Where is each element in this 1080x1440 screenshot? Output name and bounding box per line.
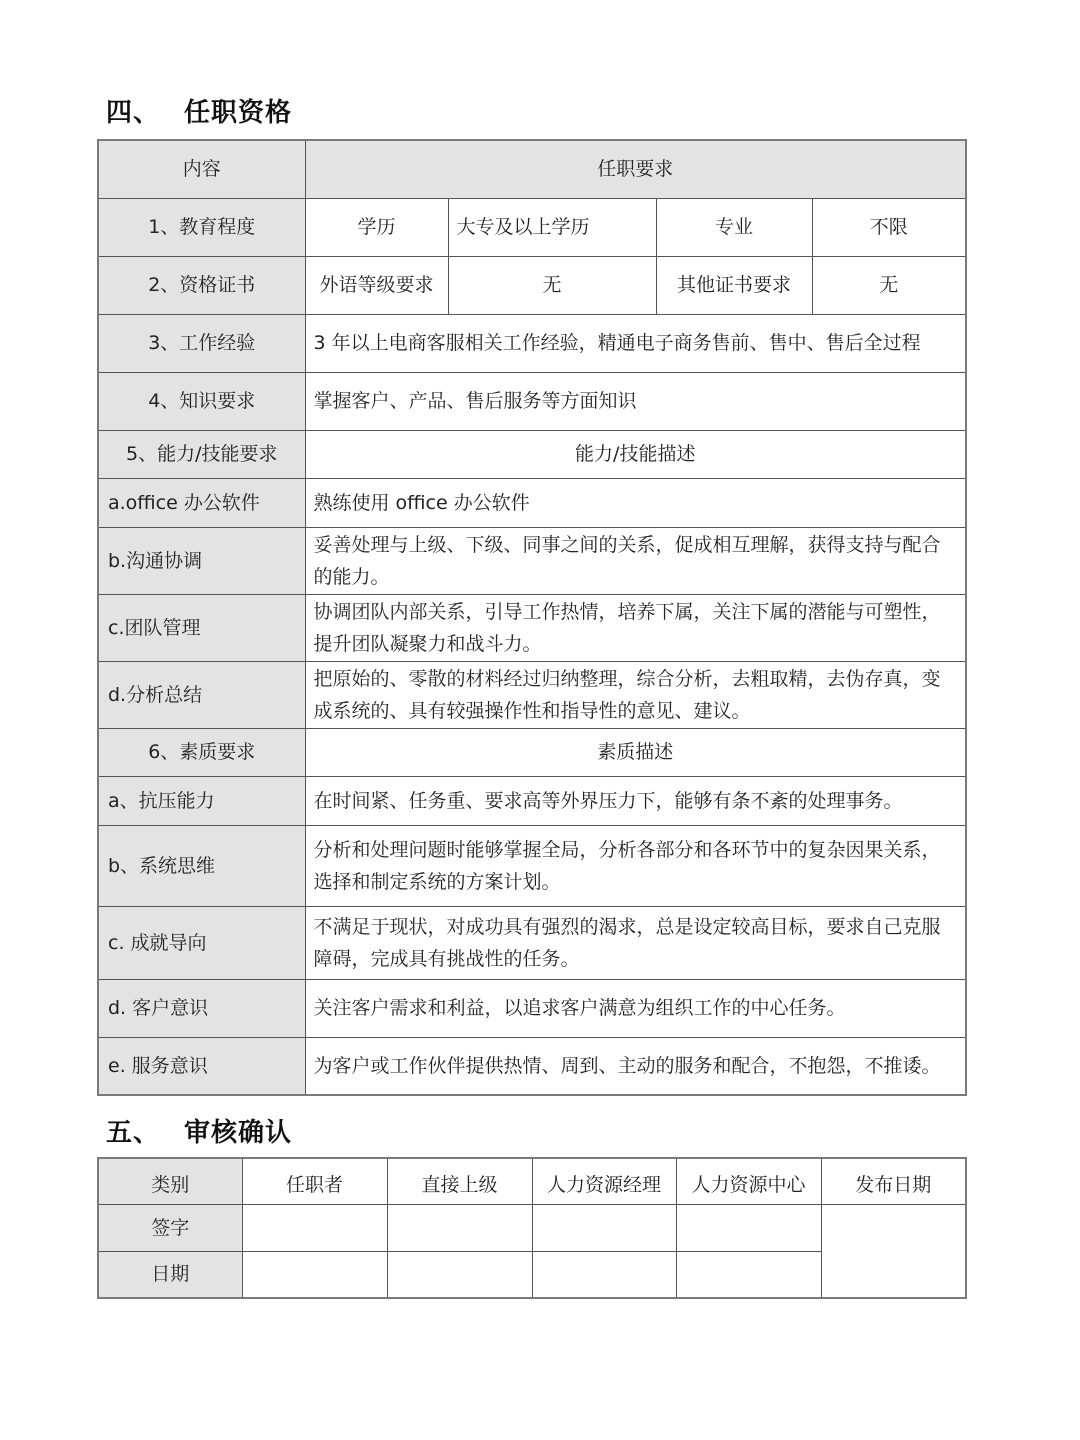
certificate-value-2: 无 xyxy=(812,256,966,314)
education-value-2: 不限 xyxy=(812,198,966,256)
signature-supervisor-cell[interactable] xyxy=(387,1204,532,1251)
column-hr-center: 人力资源中心 xyxy=(676,1158,821,1204)
date-holder-cell[interactable] xyxy=(242,1251,387,1298)
quality-name: c. 成就导向 xyxy=(98,906,305,979)
skill-row xyxy=(98,527,966,594)
quality-row xyxy=(98,906,966,979)
education-label: 1、教育程度 xyxy=(98,198,305,256)
experience-value: 3 年以上电商客服相关工作经验，精通电子商务售前、售中、售后全过程 xyxy=(305,314,966,372)
skill-row xyxy=(98,478,966,527)
section-4-number: 四、 xyxy=(106,98,161,128)
quality-name: a、抗压能力 xyxy=(98,776,305,825)
quality-label: 6、素质要求 xyxy=(98,728,305,776)
review-header-row xyxy=(98,1158,966,1204)
column-release-date: 发布日期 xyxy=(821,1158,966,1204)
experience-row xyxy=(98,314,966,372)
knowledge-value: 掌握客户、产品、售后服务等方面知识 xyxy=(305,372,966,430)
skill-name: a.office 办公软件 xyxy=(98,478,305,527)
skills-label: 5、能力/技能要求 xyxy=(98,430,305,478)
quality-row xyxy=(98,1037,966,1095)
column-hr-manager: 人力资源经理 xyxy=(532,1158,676,1204)
release-date-cell[interactable] xyxy=(821,1204,966,1298)
date-supervisor-cell[interactable] xyxy=(387,1251,532,1298)
skill-row xyxy=(98,661,966,728)
knowledge-row xyxy=(98,372,966,430)
signature-hr-manager-cell[interactable] xyxy=(532,1204,676,1251)
signature-hr-center-cell[interactable] xyxy=(676,1204,821,1251)
certificate-row xyxy=(98,256,966,314)
date-hr-center-cell[interactable] xyxy=(676,1251,821,1298)
quality-desc-header: 素质描述 xyxy=(305,728,966,776)
row-date-label: 日期 xyxy=(98,1251,242,1298)
skill-desc: 熟练使用 office 办公软件 xyxy=(305,478,966,527)
section-4-title: 任职资格 xyxy=(184,98,293,128)
section-5-heading xyxy=(106,1112,292,1149)
quality-header-row xyxy=(98,728,966,776)
column-category: 类别 xyxy=(98,1158,242,1204)
quality-desc: 在时间紧、任务重、要求高等外界压力下，能够有条不紊的处理事务。 xyxy=(305,776,966,825)
skill-row xyxy=(98,594,966,661)
certificate-value-1: 无 xyxy=(448,256,656,314)
skill-name: b.沟通协调 xyxy=(98,527,305,594)
quality-desc: 关注客户需求和利益，以追求客户满意为组织工作的中心任务。 xyxy=(305,979,966,1037)
quality-row xyxy=(98,979,966,1037)
skill-name: c.团队管理 xyxy=(98,594,305,661)
review-table xyxy=(97,1157,967,1299)
signature-holder-cell[interactable] xyxy=(242,1204,387,1251)
quality-name: d. 客户意识 xyxy=(98,979,305,1037)
quality-row xyxy=(98,776,966,825)
row-signature-label: 签字 xyxy=(98,1204,242,1251)
certificate-key-1: 外语等级要求 xyxy=(305,256,448,314)
education-key-1: 学历 xyxy=(305,198,448,256)
education-row xyxy=(98,198,966,256)
quality-desc: 为客户或工作伙伴提供热情、周到、主动的服务和配合，不抱怨，不推诿。 xyxy=(305,1037,966,1095)
section-5-number: 五、 xyxy=(106,1118,161,1148)
skill-name: d.分析总结 xyxy=(98,661,305,728)
skills-header-row xyxy=(98,430,966,478)
quality-desc: 分析和处理问题时能够掌握全局，分析各部分和各环节中的复杂因果关系，选择和制定系统的方案计划。 xyxy=(305,825,966,906)
skill-desc: 妥善处理与上级、下级、同事之间的关系，促成相互理解，获得支持与配合的能力。 xyxy=(305,527,966,594)
certificate-label: 2、资格证书 xyxy=(98,256,305,314)
certificate-key-2: 其他证书要求 xyxy=(656,256,812,314)
experience-label: 3、工作经验 xyxy=(98,314,305,372)
education-key-2: 专业 xyxy=(656,198,812,256)
header-content: 内容 xyxy=(98,140,305,198)
skill-desc: 协调团队内部关系，引导工作热情，培养下属，关注下属的潜能与可塑性，提升团队凝聚力和战斗力。 xyxy=(305,594,966,661)
signature-row xyxy=(98,1204,966,1251)
quality-row xyxy=(98,825,966,906)
quality-desc: 不满足于现状，对成功具有强烈的渴求，总是设定较高目标，要求自己克服障碍，完成具有挑战性的任务。 xyxy=(305,906,966,979)
quality-name: b、系统思维 xyxy=(98,825,305,906)
education-value-1: 大专及以上学历 xyxy=(448,198,656,256)
knowledge-label: 4、知识要求 xyxy=(98,372,305,430)
quality-name: e. 服务意识 xyxy=(98,1037,305,1095)
column-direct-supervisor: 直接上级 xyxy=(387,1158,532,1204)
section-5-title: 审核确认 xyxy=(184,1118,293,1148)
qualification-table xyxy=(97,139,967,1096)
header-requirement: 任职要求 xyxy=(305,140,966,198)
skill-desc: 把原始的、零散的材料经过归纳整理，综合分析，去粗取精，去伪存真，变成系统的、具有较强操作性和指导性的意见、建议。 xyxy=(305,661,966,728)
date-hr-manager-cell[interactable] xyxy=(532,1251,676,1298)
table-header-row xyxy=(98,140,966,198)
column-holder: 任职者 xyxy=(242,1158,387,1204)
section-4-heading xyxy=(106,92,292,129)
skills-desc-header: 能力/技能描述 xyxy=(305,430,966,478)
